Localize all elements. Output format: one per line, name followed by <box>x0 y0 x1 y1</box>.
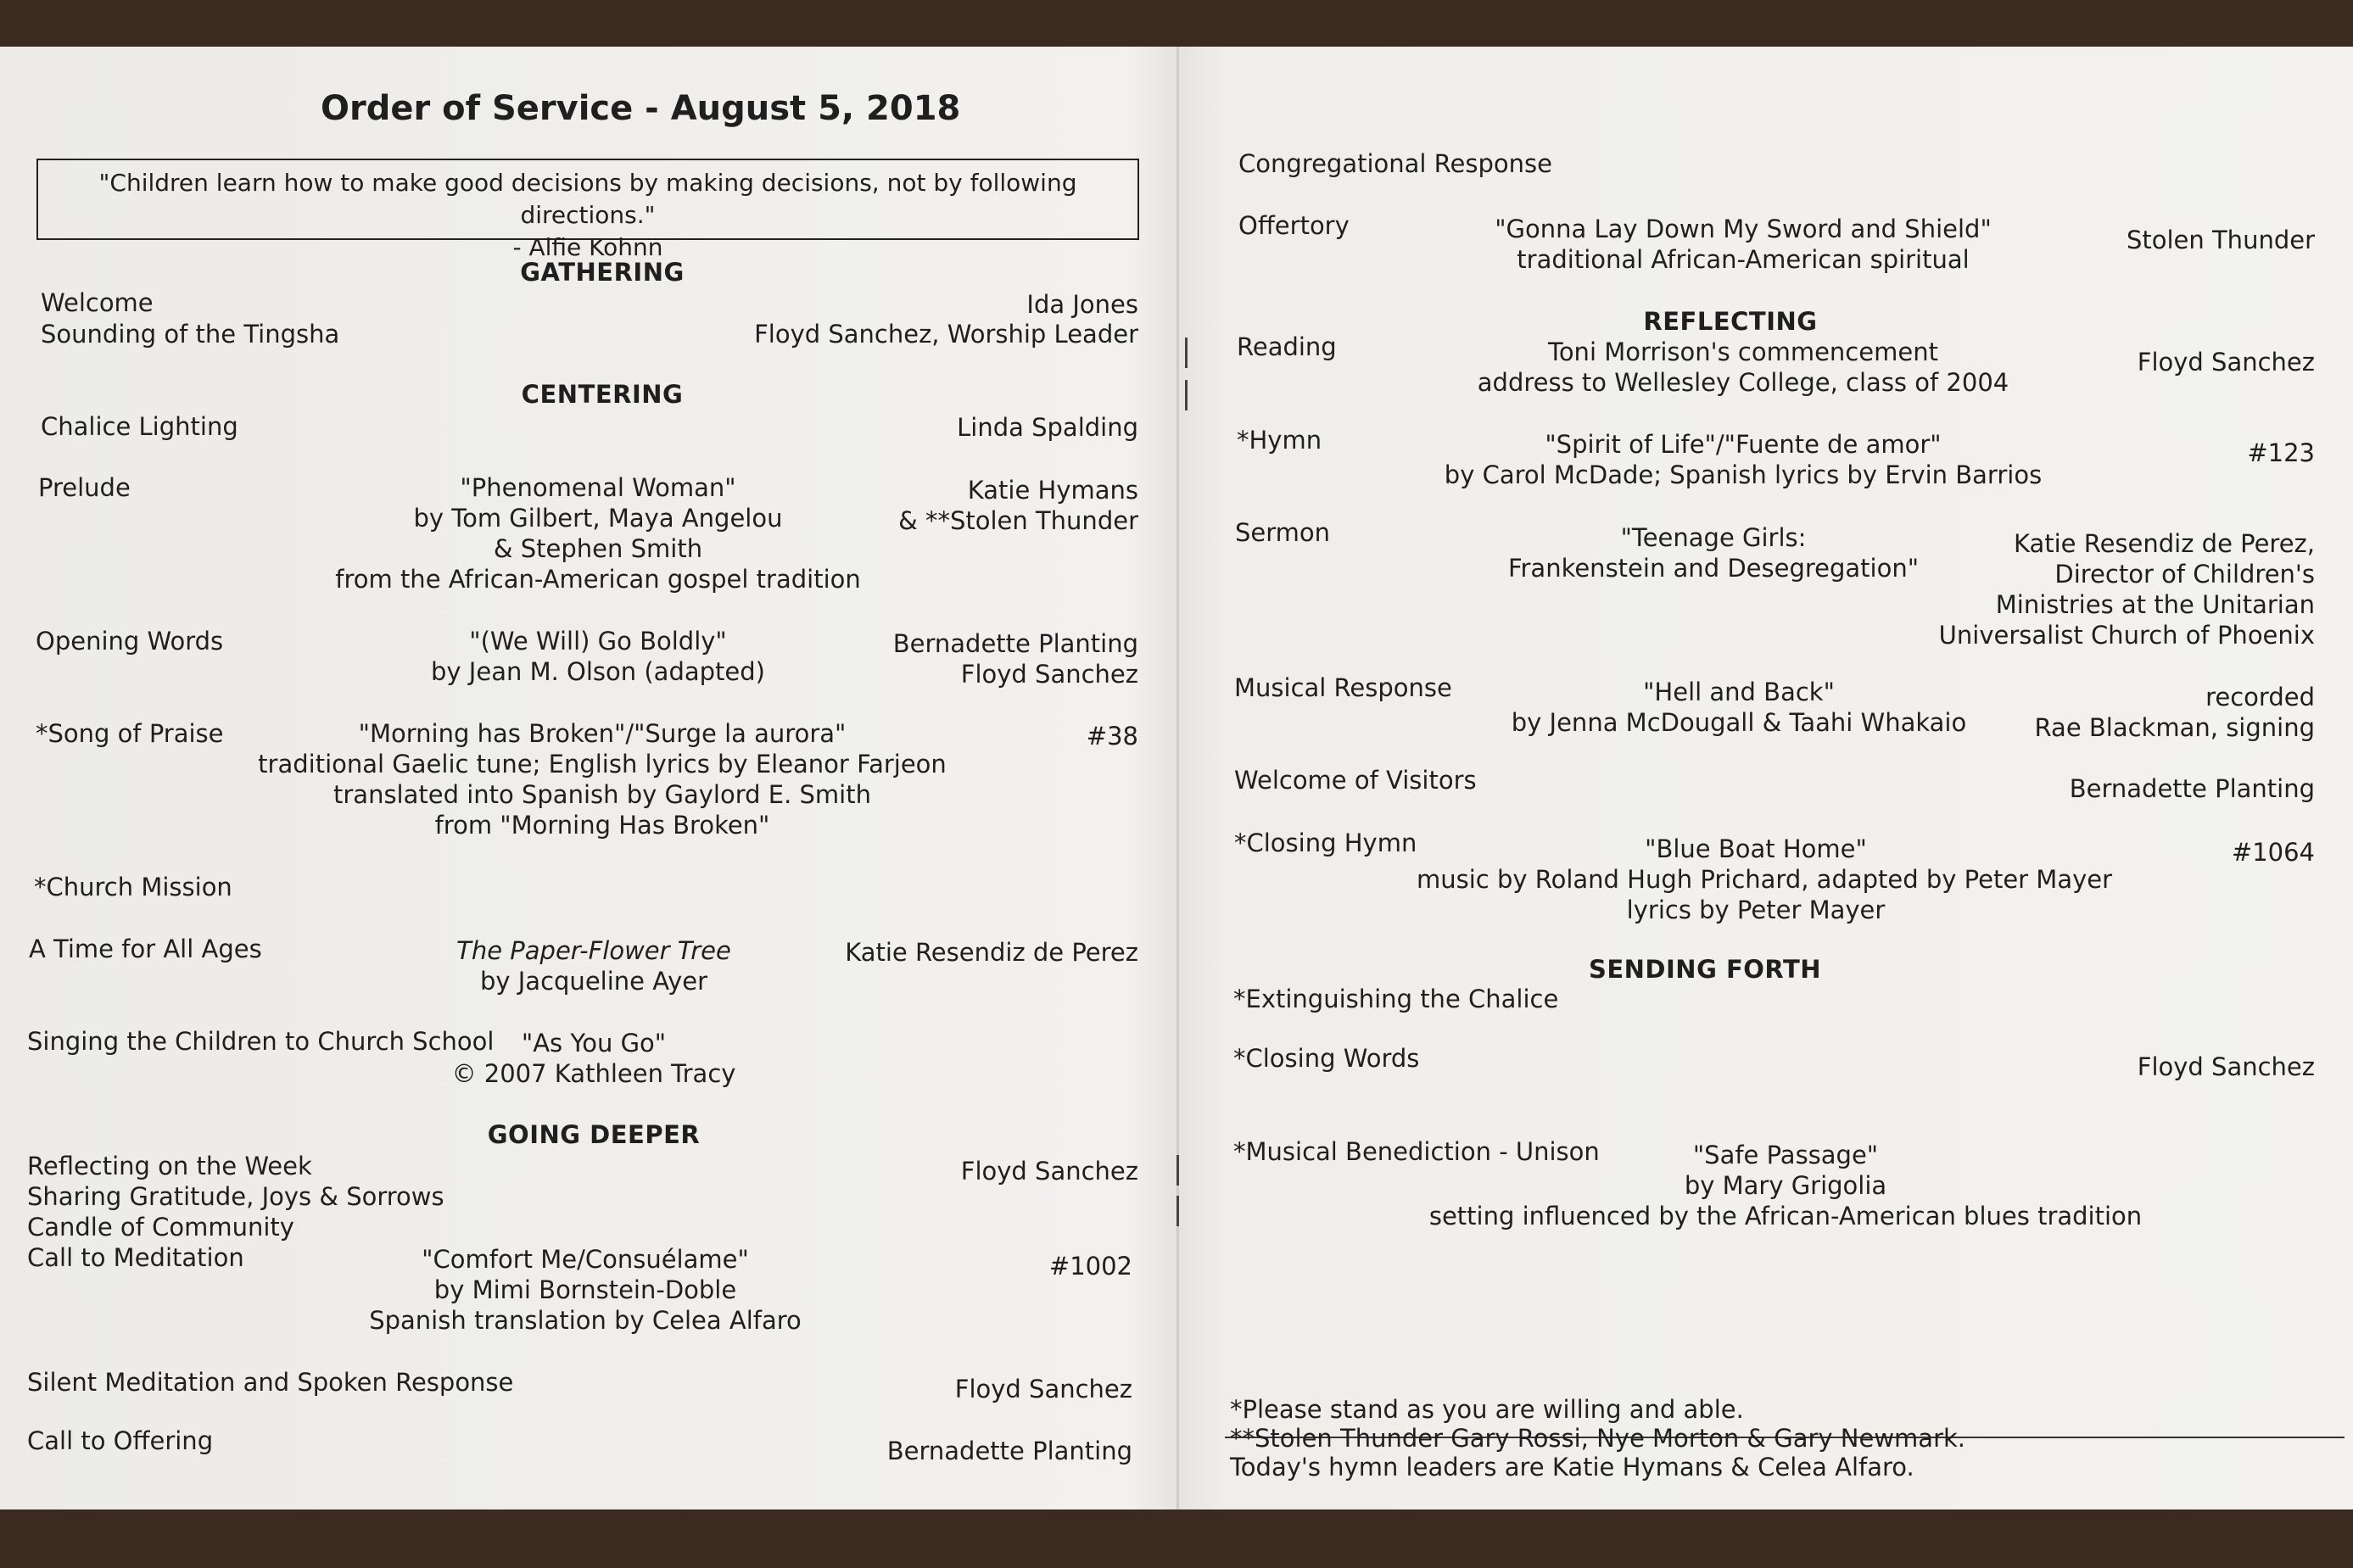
tingsha-person: Floyd Sanchez, Worship Leader <box>754 320 1138 349</box>
singing-by: © 2007 Kathleen Tracy <box>451 1059 736 1088</box>
musical-label: Musical Response <box>1234 673 1452 702</box>
offertory-label: Offertory <box>1238 211 1350 240</box>
footer-note: *Please stand as you are willing and able. <box>1230 1395 1744 1424</box>
song-line: from "Morning Has Broken" <box>434 811 770 840</box>
song-number: #38 <box>1086 722 1138 751</box>
offering-person: Bernadette Planting <box>886 1437 1132 1465</box>
visitors-label: Welcome of Visitors <box>1234 766 1477 795</box>
prelude-person: Katie Hymans <box>967 476 1138 505</box>
prelude-line: "Phenomenal Woman" <box>460 473 736 502</box>
musical-person: recorded <box>2205 683 2315 711</box>
welcome-label: Welcome <box>41 288 154 317</box>
silent-person: Floyd Sanchez <box>954 1375 1132 1403</box>
prelude-line: by Tom Gilbert, Maya Angelou <box>413 504 783 533</box>
chalice-person: Linda Spalding <box>957 413 1138 442</box>
singing-label: Singing the Children to Church School <box>27 1027 495 1056</box>
section-heading-sending-forth: SENDING FORTH <box>1588 955 1822 984</box>
benediction-line: "Safe Passage" <box>1692 1141 1879 1169</box>
chalice-label: Chalice Lighting <box>41 412 238 441</box>
hymn-line: "Spirit of Life"/"Fuente de amor" <box>1545 430 1942 459</box>
footer-notes <box>1230 1395 1965 1482</box>
meditation-line: by Mimi Bornstein-Doble <box>433 1275 737 1304</box>
hymn-line: by Carol McDade; Spanish lyrics by Ervin Barrios <box>1444 460 2043 489</box>
tingsha-label: Sounding of the Tingsha <box>41 320 340 349</box>
opening-line: by Jean M. Olson (adapted) <box>431 657 765 686</box>
meditation-label: Call to Meditation <box>27 1243 244 1272</box>
reading-person: Floyd Sanchez <box>2137 348 2315 377</box>
musical-person: Rae Blackman, signing <box>2034 713 2315 742</box>
sermon-line: Frankenstein and Desegregation" <box>1507 554 1920 583</box>
ages-label: A Time for All Ages <box>29 935 262 963</box>
quote-box <box>36 159 1139 261</box>
congregational-label: Congregational Response <box>1238 149 1552 178</box>
quote-author: - Alfie Kohnn <box>512 233 663 261</box>
musical-line: "Hell and Back" <box>1643 678 1835 706</box>
hymn-number: #123 <box>2247 438 2315 467</box>
prelude-person: & **Stolen Thunder <box>898 506 1138 535</box>
benediction-line: setting influenced by the African-American blues tradition <box>1428 1202 2143 1230</box>
offertory-line: traditional African-American spiritual <box>1517 245 1970 274</box>
closing-words-label: *Closing Words <box>1233 1044 1420 1073</box>
section-heading-reflecting: REFLECTING <box>1643 307 1818 336</box>
sharing-label: Sharing Gratitude, Joys & Sorrows <box>27 1182 444 1211</box>
offertory-person: Stolen Thunder <box>2126 226 2315 254</box>
ages-person: Katie Resendiz de Perez <box>845 938 1138 967</box>
section-heading-gathering: GATHERING <box>520 258 685 287</box>
reading-label: Reading <box>1237 332 1337 361</box>
meditation-line: Spanish translation by Celea Alfaro <box>369 1306 802 1335</box>
page-title: Order of Service - August 5, 2018 <box>321 89 961 128</box>
mission-label: *Church Mission <box>34 873 232 901</box>
singing-work: "As You Go" <box>521 1029 667 1057</box>
section-heading-going-deeper: GOING DEEPER <box>487 1120 701 1149</box>
opening-line: "(We Will) Go Boldly" <box>469 627 727 656</box>
sermon-person: Katie Resendiz de Perez, <box>2013 529 2315 558</box>
offertory-line: "Gonna Lay Down My Sword and Shield" <box>1495 215 1992 243</box>
prelude-line: from the African-American gospel tradition <box>335 565 861 594</box>
prelude-line: & Stephen Smith <box>493 534 703 563</box>
ages-by: by Jacqueline Ayer <box>479 967 708 996</box>
sermon-person: Director of Children's <box>2054 560 2315 589</box>
silent-label: Silent Meditation and Spoken Response <box>27 1368 514 1397</box>
prelude-label: Prelude <box>38 473 131 502</box>
closing-hymn-line: lyrics by Peter Mayer <box>1626 896 1886 924</box>
sermon-label: Sermon <box>1235 518 1331 547</box>
closing-words-person: Floyd Sanchez <box>2137 1052 2315 1081</box>
footer-note: Today's hymn leaders are Katie Hymans & Celea Alfaro. <box>1230 1453 1914 1482</box>
sermon-line: "Teenage Girls: <box>1620 523 1807 552</box>
closing-hymn-label: *Closing Hymn <box>1234 829 1417 857</box>
meditation-number: #1002 <box>1048 1252 1132 1281</box>
visitors-person: Bernadette Planting <box>2069 774 2315 803</box>
candle-label: Candle of Community <box>27 1213 294 1242</box>
reading-line: address to Wellesley College, class of 2004 <box>1477 368 2009 397</box>
benediction-label: *Musical Benediction - Unison <box>1233 1137 1600 1166</box>
song-line: translated into Spanish by Gaylord E. Smith <box>333 780 871 809</box>
section-heading-centering: CENTERING <box>521 380 684 409</box>
right-page <box>1179 47 2353 1509</box>
opening-person: Floyd Sanchez <box>960 660 1138 689</box>
sermon-person: Universalist Church of Phoenix <box>1938 621 2315 650</box>
deeper-person: Floyd Sanchez <box>960 1157 1138 1186</box>
closing-hymn-line: "Blue Boat Home" <box>1645 834 1867 863</box>
musical-line: by Jenna McDougall & Taahi Whakaio <box>1511 708 1967 737</box>
song-label: *Song of Praise <box>36 719 224 748</box>
quote-text: "Children learn how to make good decisions by making decisions, not by following directions." <box>98 169 1077 229</box>
song-line: "Morning has Broken"/"Surge la aurora" <box>358 719 847 748</box>
song-line: traditional Gaelic tune; English lyrics by Eleanor Farjeon <box>258 750 947 778</box>
left-page <box>0 47 1176 1509</box>
opening-label: Opening Words <box>36 627 224 656</box>
reading-line: Toni Morrison's commencement <box>1548 338 1938 366</box>
meditation-line: "Comfort Me/Consuélame" <box>422 1245 749 1274</box>
closing-hymn-number: #1064 <box>2231 838 2315 867</box>
opening-person: Bernadette Planting <box>892 629 1138 658</box>
offering-label: Call to Offering <box>27 1426 214 1455</box>
ages-work: The Paper-Flower Tree <box>456 936 731 965</box>
sermon-person: Ministries at the Unitarian <box>1995 590 2315 619</box>
extinguish-label: *Extinguishing the Chalice <box>1233 985 1559 1013</box>
reflecting-label: Reflecting on the Week <box>27 1152 312 1180</box>
hymn-label: *Hymn <box>1237 426 1322 455</box>
benediction-line: by Mary Grigolia <box>1684 1171 1887 1200</box>
welcome-person: Ida Jones <box>1026 290 1138 319</box>
closing-hymn-line: music by Roland Hugh Prichard, adapted by Peter Mayer <box>1417 865 2113 894</box>
footer-note: **Stolen Thunder Gary Rossi, Nye Morton & Gary Newmark. <box>1230 1424 1966 1453</box>
